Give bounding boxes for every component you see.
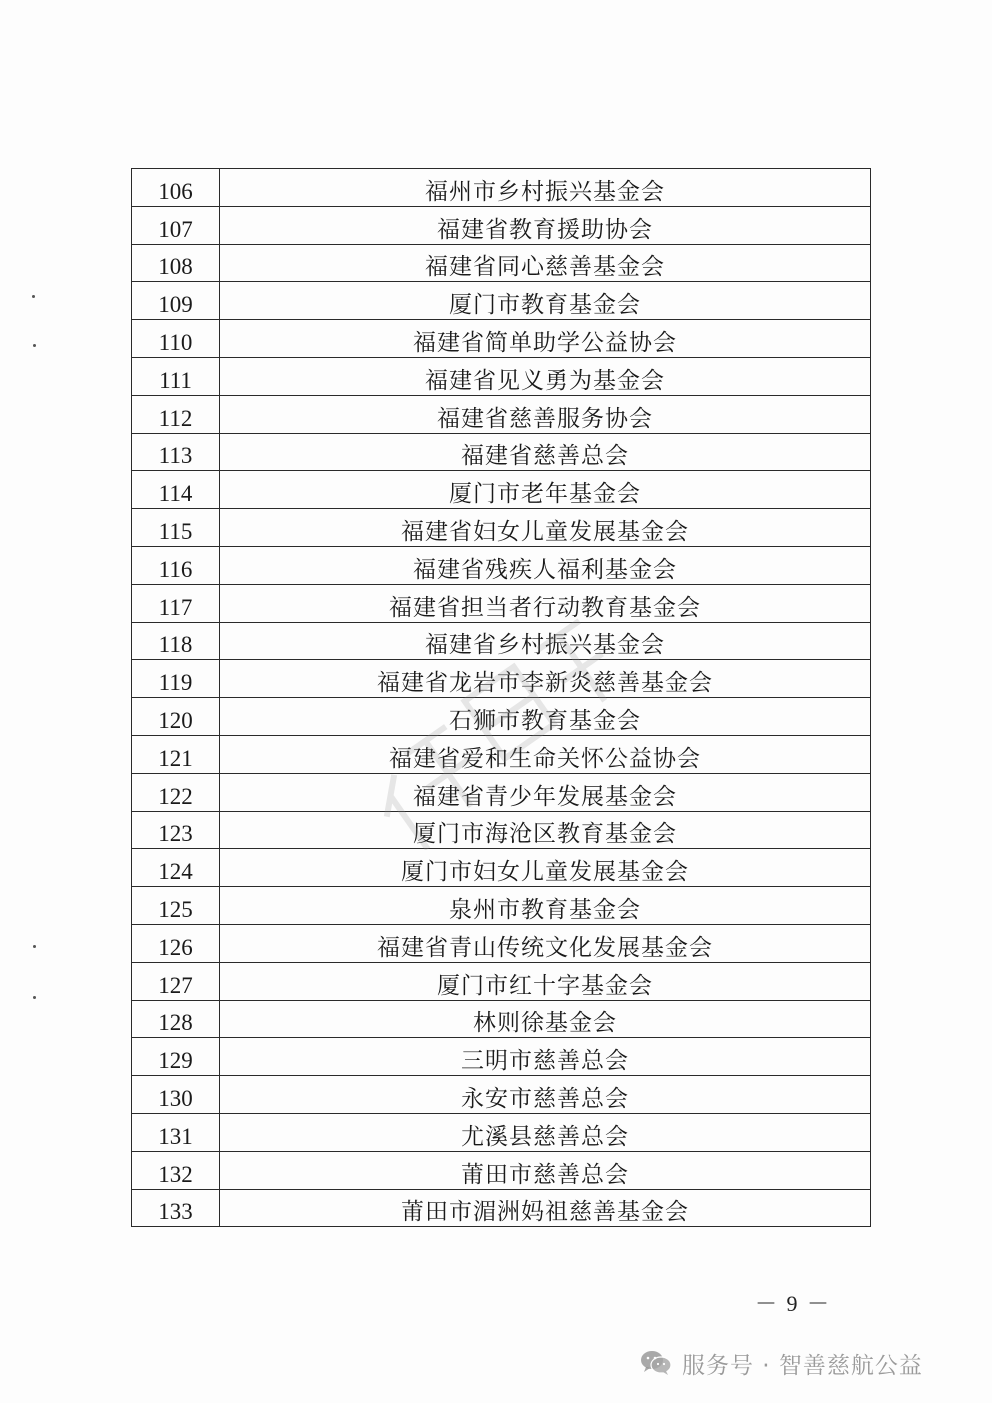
row-number: 119 — [132, 660, 220, 698]
organization-name: 福州市乡村振兴基金会 — [220, 169, 871, 207]
row-number: 133 — [132, 1189, 220, 1227]
row-number: 106 — [132, 169, 220, 207]
organization-name: 福建省见义勇为基金会 — [220, 357, 871, 395]
table-row — [132, 811, 871, 849]
table-row — [132, 282, 871, 320]
organization-name: 福建省青少年发展基金会 — [220, 773, 871, 811]
row-number: 130 — [132, 1076, 220, 1114]
organization-table-body — [132, 169, 871, 1227]
row-number: 118 — [132, 622, 220, 660]
row-number: 127 — [132, 962, 220, 1000]
row-number: 111 — [132, 357, 220, 395]
row-number: 112 — [132, 395, 220, 433]
row-number: 117 — [132, 584, 220, 622]
table-row — [132, 1076, 871, 1114]
organization-name: 厦门市教育基金会 — [220, 282, 871, 320]
organization-name: 福建省残疾人福利基金会 — [220, 546, 871, 584]
organization-name: 莆田市慈善总会 — [220, 1151, 871, 1189]
row-number: 128 — [132, 1000, 220, 1038]
row-number: 113 — [132, 433, 220, 471]
row-number: 116 — [132, 546, 220, 584]
table-row — [132, 1151, 871, 1189]
organization-name: 尤溪县慈善总会 — [220, 1113, 871, 1151]
row-number: 110 — [132, 320, 220, 358]
row-number: 122 — [132, 773, 220, 811]
organization-name: 厦门市妇女儿童发展基金会 — [220, 849, 871, 887]
organization-name: 福建省妇女儿童发展基金会 — [220, 509, 871, 547]
organization-name: 泉州市教育基金会 — [220, 887, 871, 925]
table-row — [132, 320, 871, 358]
scan-speck — [33, 996, 36, 999]
table-row — [132, 546, 871, 584]
organization-name: 福建省青山传统文化发展基金会 — [220, 924, 871, 962]
table-row — [132, 169, 871, 207]
table-row — [132, 1189, 871, 1227]
organization-name: 福建省同心慈善基金会 — [220, 244, 871, 282]
row-number: 125 — [132, 887, 220, 925]
row-number: 120 — [132, 698, 220, 736]
table-row — [132, 357, 871, 395]
scan-speck — [33, 344, 36, 347]
organization-name: 石狮市教育基金会 — [220, 698, 871, 736]
table-row — [132, 395, 871, 433]
table-row — [132, 622, 871, 660]
organization-name: 福建省慈善服务协会 — [220, 395, 871, 433]
table-row — [132, 1000, 871, 1038]
table-row — [132, 773, 871, 811]
watermark-text: 服务号 · 智善慈航公益 — [682, 1352, 923, 1379]
table-row — [132, 660, 871, 698]
table-row — [132, 849, 871, 887]
row-number: 123 — [132, 811, 220, 849]
row-number: 107 — [132, 206, 220, 244]
row-number: 115 — [132, 509, 220, 547]
scan-speck — [32, 295, 35, 298]
row-number: 109 — [132, 282, 220, 320]
table-row — [132, 509, 871, 547]
table-row — [132, 206, 871, 244]
organization-name: 福建省爱和生命关怀公益协会 — [220, 735, 871, 773]
scan-speck — [33, 945, 36, 948]
table-row — [132, 887, 871, 925]
table-row — [132, 1038, 871, 1076]
row-number: 108 — [132, 244, 220, 282]
organization-name: 福建省担当者行动教育基金会 — [220, 584, 871, 622]
row-number: 121 — [132, 735, 220, 773]
table-row — [132, 698, 871, 736]
table-row — [132, 433, 871, 471]
organization-name: 福建省教育援助协会 — [220, 206, 871, 244]
table-row — [132, 735, 871, 773]
organization-name: 厦门市海沧区教育基金会 — [220, 811, 871, 849]
table-row — [132, 471, 871, 509]
table-row — [132, 962, 871, 1000]
table-row — [132, 584, 871, 622]
row-number: 114 — [132, 471, 220, 509]
account-watermark — [640, 1348, 923, 1378]
wechat-icon — [640, 1350, 672, 1376]
organization-name: 厦门市老年基金会 — [220, 471, 871, 509]
organization-name: 福建省简单助学公益协会 — [220, 320, 871, 358]
row-number: 126 — [132, 924, 220, 962]
page-number: － 9 － — [755, 1291, 832, 1316]
row-number: 129 — [132, 1038, 220, 1076]
organization-table — [131, 168, 871, 1227]
organization-name: 福建省乡村振兴基金会 — [220, 622, 871, 660]
table-row — [132, 924, 871, 962]
organization-name: 莆田市湄洲妈祖慈善基金会 — [220, 1189, 871, 1227]
organization-name: 林则徐基金会 — [220, 1000, 871, 1038]
row-number: 131 — [132, 1113, 220, 1151]
row-number: 132 — [132, 1151, 220, 1189]
organization-name: 厦门市红十字基金会 — [220, 962, 871, 1000]
organization-name: 三明市慈善总会 — [220, 1038, 871, 1076]
organization-name: 福建省龙岩市李新炎慈善基金会 — [220, 660, 871, 698]
row-number: 124 — [132, 849, 220, 887]
table-row — [132, 244, 871, 282]
organization-name: 福建省慈善总会 — [220, 433, 871, 471]
table-row — [132, 1113, 871, 1151]
organization-name: 永安市慈善总会 — [220, 1076, 871, 1114]
